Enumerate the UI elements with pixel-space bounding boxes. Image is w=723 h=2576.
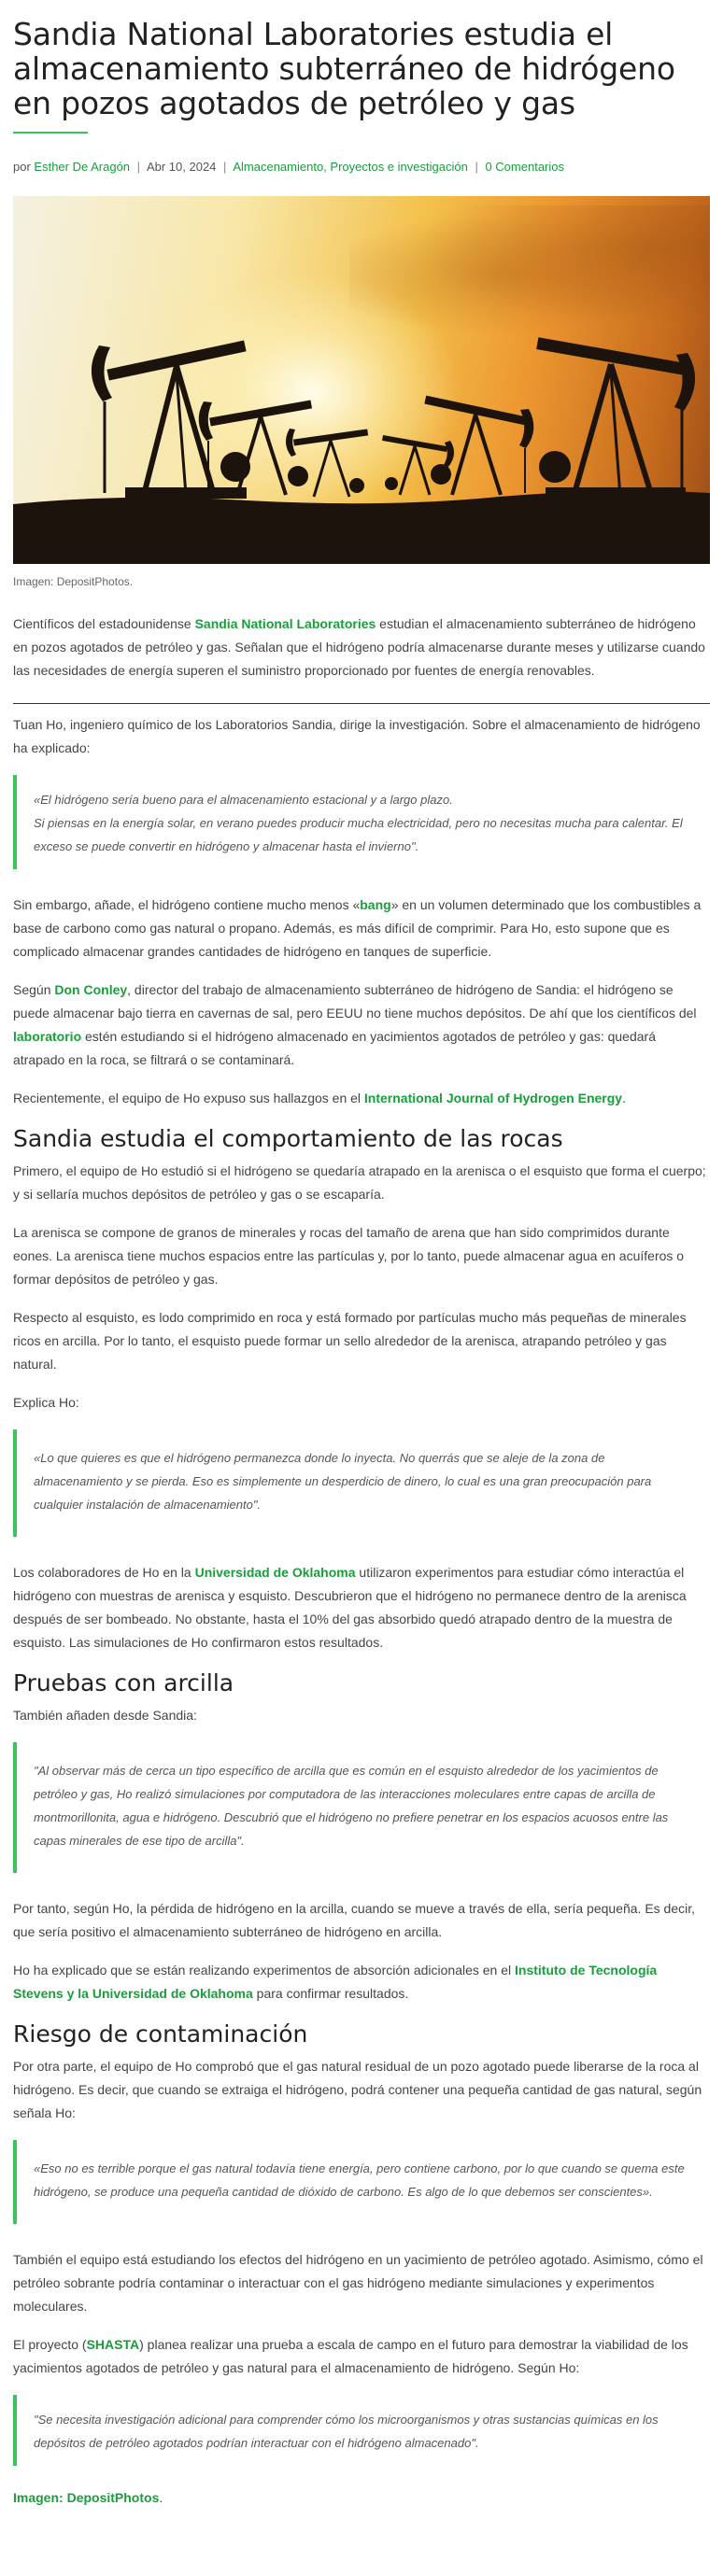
section-heading: Sandia estudia el comportamiento de las rocas — [13, 1125, 563, 1152]
don-conley-link[interactable]: Don Conley — [54, 982, 128, 997]
pumpjack-icon — [424, 396, 533, 495]
paragraph: La arenisca se compone de granos de minerales y rocas del tamaño de arena que han sido comprimidos durante eones. La arenisca tiene muchos espacios entre las partículas y, por lo tanto, puede almacenar agua en acuíferos o formar depósitos de petróleo y gas. — [13, 1225, 685, 1287]
text: Sin embargo, añade, el hidrógeno contiene mucho menos « — [13, 897, 361, 912]
meta-separator: | — [223, 160, 227, 174]
paragraph — [13, 1087, 710, 1110]
text: estudian el almacenamiento subterráneo de hidrógeno en pozos agotados de petróleo y gas. Señalan que el hidrógeno podría almacenarse durante meses y utilizarse cuando las necesidades de energía superen el suministro proporcionado por fuentes de energía renovables. — [13, 616, 705, 678]
quote-line: Si piensas en la energía solar, en verano puedes producir mucha electricidad, pero no necesitas mucha para calentar. El exceso se puede convertir en hidrógeno y almacenar hasta el invierno". — [34, 816, 683, 853]
paragraph: También el equipo está estudiando los efectos del hidrógeno en un yacimiento de petróleo agotado. Asimismo, cómo el petróleo sobrante podría contaminar o interactuar con el gas hidrógeno mediante simulaciones y experimentos moleculares. — [13, 2252, 703, 2314]
text: ) planea realizar una prueba a escala de campo en el futuro para demostrar la viabilidad de los yacimientos agotados de petróleo y gas natural para el almacenamiento de hidrógeno. Según Ho: — [13, 2337, 688, 2375]
laboratorio-link[interactable]: laboratorio — [13, 1029, 82, 1044]
journal-link[interactable]: International Journal of Hydrogen Energy — [363, 1091, 623, 1105]
text: Ho ha explicado que se están realizando experimentos de absorción adicionales en el — [13, 1963, 516, 1978]
paragraph — [13, 2333, 710, 2380]
divider — [13, 703, 710, 704]
text: . — [622, 1091, 626, 1105]
meta-separator: | — [475, 160, 478, 174]
title-underline — [13, 132, 88, 134]
depositphotos-link[interactable]: DepositPhotos — [66, 2490, 160, 2505]
text: Científicos del estadounidense — [13, 616, 195, 631]
text: » en un volumen determinado que los combustibles a base de carbono como gas natural o propano. Además, es más difícil de comprimir. Para Ho, esto supone que es complicado almacenar grandes cantidades de hidrógeno en tanques de superficie. — [13, 897, 702, 959]
paragraph: Por tanto, según Ho, la pérdida de hidrógeno en la arcilla, cuando se mueve a través de ella, sería pequeña. Es decir, que sería positivo el almacenamiento subterráneo de hidrógeno en arcilla. — [13, 1901, 696, 1939]
blockquote: «Eso no es terrible porque el gas natural todavía tiene energía, pero contiene carbono, por lo que cuando se quema este hidrógeno, se produce una pequeña cantidad de dióxido de carbono. Es algo de lo que debemos ser conscientes». — [13, 2140, 710, 2224]
section-heading: Pruebas con arcilla — [13, 1669, 234, 1696]
image-credit — [13, 2490, 710, 2505]
sandia-link[interactable]: Sandia National Laboratories — [194, 616, 376, 631]
comments-link[interactable]: 0 Comentarios — [485, 160, 564, 174]
text: , director del trabajo de almacenamiento subterráneo de hidrógeno de Sandia: el hidrógeno se puede almacenar bajo tierra en cavernas de sal, pero EEUU no tiene muchos depósitos. De ahí que los científicos del — [13, 982, 697, 1021]
stevens-oklahoma-link[interactable]: Instituto de Tecnología Stevens y la Universidad de Oklahoma — [13, 1963, 658, 2001]
paragraph: Por otra parte, el equipo de Ho comprobó que el gas natural residual de un pozo agotado puede liberarse de la roca al hidrógeno. Es decir, que cuando se extraiga el hidrógeno, podrá contener una pequeña cantidad de gas natural, según señala Ho: — [13, 2059, 702, 2120]
paragraph — [13, 612, 710, 683]
paragraph: Tuan Ho, ingeniero químico de los Laboratorios Sandia, dirige la investigación. Sobre el almacenamiento de hidrógeno ha explicado: — [13, 717, 701, 755]
text: El proyecto ( — [13, 2337, 87, 2352]
pumpjack-icon — [536, 337, 695, 499]
text: Recientemente, el equipo de Ho expuso sus hallazgos en el — [13, 1091, 364, 1105]
blockquote: "Se necesita investigación adicional para comprender cómo los microorganismos y otras sustancias químicas en los depósitos de petróleo agotados podrían interactuar con el hidrógeno almacenado". — [13, 2395, 710, 2466]
text: utilizaron experimentos para estudiar cómo interactúa el hidrógeno con muestras de arenisca y esquisto. Descubrieron que el hidrógeno no permanece dentro de la arenisca después de ser bombeado. No obstante, hasta el 10% del gas absorbido quedó atrapado dentro de la muestra de esquisto. Las simulaciones de Ho confirmaron estos resultados. — [13, 1565, 687, 1650]
pumpjack-icon — [199, 401, 312, 495]
quote-line: «El hidrógeno sería bueno para el almacenamiento estacional y a largo plazo. — [34, 793, 453, 807]
article-meta — [13, 160, 710, 174]
paragraph — [13, 978, 710, 1072]
credit-label: Imagen: — [13, 2490, 64, 2505]
blockquote: «Lo que quieres es que el hidrógeno permanezca donde lo inyecta. No querrás que se aleje de la zona de almacenamiento y se pierda. Eso es simplemente un desperdicio de dinero, lo cual es una gran preocupación para cualquier instalación de almacenamiento". — [13, 1429, 710, 1537]
blockquote: "Al observar más de cerca un tipo específico de arcilla que es común en el esquisto alrededor de los yacimientos de petróleo y gas, Ho realizó simulaciones por computadora de las interacciones moleculares entre capas de arcilla de montmorillonita, agua e hidrógeno. Descubrió que el hidrógeno no prefiere penetrar en los espacios acuosos entre las capas minerales de ese tipo de arcilla". — [13, 1742, 710, 1873]
paragraph — [13, 1561, 710, 1654]
paragraph: Respecto al esquisto, es lodo comprimido en roca y está formado por partículas mucho más pequeñas de minerales ricos en arcilla. Por lo tanto, el esquisto puede formar un sello alrededor de la arenisca, atrapando petróleo y gas natural. — [13, 1310, 687, 1372]
text: . — [159, 2490, 163, 2505]
shasta-link[interactable]: SHASTA — [86, 2337, 140, 2352]
paragraph — [13, 1959, 710, 2006]
category-links[interactable]: Almacenamiento, Proyectos e investigación — [233, 160, 468, 174]
paragraph — [13, 894, 710, 964]
hero-caption: Imagen: DepositPhotos. — [13, 575, 134, 588]
meta-by: por — [13, 160, 31, 174]
hero-image — [13, 196, 710, 564]
paragraph: Primero, el equipo de Ho estudió si el hidrógeno se quedaría atrapado en la arenisca o el esquisto que forma el cuerpo; y si sellaría muchos depósitos de petróleo y gas o se escaparía. — [13, 1163, 706, 1202]
publish-date: Abr 10, 2024 — [146, 160, 217, 174]
pumpjack-icon — [286, 429, 368, 497]
blockquote — [13, 775, 710, 869]
text: estén estudiando si el hidrógeno almacenado en yacimientos agotados de petróleo y gas: quedará atrapado en la roca, se filtrará o se contaminará. — [13, 1029, 656, 1067]
text: Según — [13, 982, 55, 997]
paragraph: Explica Ho: — [13, 1395, 79, 1410]
meta-separator: | — [136, 160, 141, 174]
oil-pumpjacks-silhouette — [13, 196, 710, 564]
section-heading: Riesgo de contaminación — [13, 2020, 308, 2048]
bang-emphasis: bang — [360, 897, 391, 912]
paragraph: También añaden desde Sandia: — [13, 1708, 197, 1723]
text: para confirmar resultados. — [252, 1986, 409, 2001]
author-link[interactable]: Esther De Aragón — [34, 160, 131, 174]
oklahoma-link[interactable]: Universidad de Oklahoma — [194, 1565, 356, 1580]
article-title: Sandia National Laboratories estudia el almacenamiento subterráneo de hidrógeno en pozos agotados de petróleo y gas — [13, 16, 675, 121]
text: Los colaboradores de Ho en la — [13, 1565, 195, 1580]
